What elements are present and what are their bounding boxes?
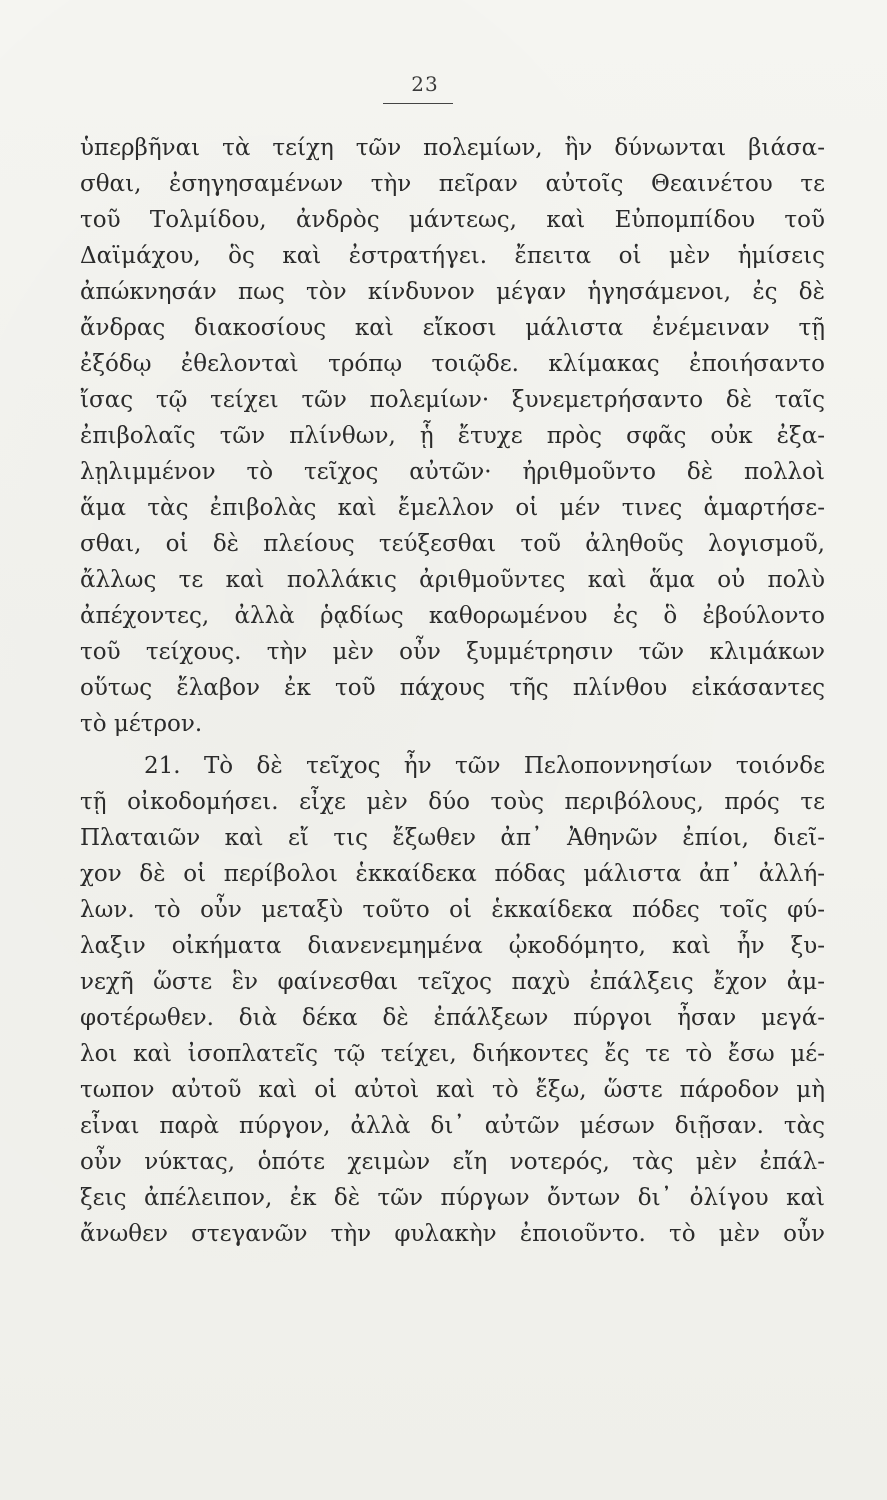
text-line: ἐξόδῳ ἐθελονταὶ τρόπῳ τοιῷδε. κλίμακας ἐποιήσαντο bbox=[80, 351, 825, 377]
text-line: ἴσας τῷ τείχει τῶν πολεμίων· ξυνεμετρήσαντο δὲ ταῖς bbox=[80, 387, 825, 413]
text-line: οὖν νύκτας, ὁπότε χειμὼν εἴη νοτερός, τὰς μὲν ἐπάλ- bbox=[80, 1149, 825, 1175]
text-line: λων. τὸ οὖν μεταξὺ τοῦτο οἱ ἑκκαίδεκα πόδες τοῖς φύ- bbox=[80, 897, 825, 923]
section-21-first-line: 21. Τὸ δὲ τεῖχος ἦν τῶν Πελοποννησίων τοιόνδε bbox=[144, 753, 825, 779]
text-line: τοῦ τείχους. τὴν μὲν οὖν ξυμμέτρησιν τῶν κλιμάκων bbox=[80, 639, 825, 665]
text-line: ἄλλως τε καὶ πολλάκις ἀριθμοῦντες καὶ ἅμα οὐ πολὺ bbox=[80, 567, 825, 593]
text-line: ἀπέχοντες, ἀλλὰ ῥᾳδίως καθορωμένου ἐς ὃ ἐβούλοντο bbox=[80, 603, 825, 629]
text-line: ὑπερβῆναι τὰ τείχη τῶν πολεμίων, ἣν δύνωνται βιάσα- bbox=[80, 135, 825, 161]
text-line: νεχῆ ὥστε ἓν φαίνεσθαι τεῖχος παχὺ ἐπάλξεις ἔχον ἀμ- bbox=[80, 969, 825, 995]
text-line: οὕτως ἔλαβον ἐκ τοῦ πάχους τῆς πλίνθου εἰκάσαντες bbox=[80, 675, 825, 701]
text-line: φοτέρωθεν. διὰ δέκα δὲ ἐπάλξεων πύργοι ἦσαν μεγά- bbox=[80, 1005, 825, 1031]
text-line: τῇ οἰκοδομήσει. εἶχε μὲν δύο τοὺς περιβόλους, πρός τε bbox=[80, 789, 825, 815]
text-line: ἀπώκνησάν πως τὸν κίνδυνον μέγαν ἡγησάμενοι, ἐς δὲ bbox=[80, 279, 825, 305]
page-number: 23 bbox=[411, 72, 439, 96]
text-line: σθαι, ἐσηγησαμένων τὴν πεῖραν αὐτοῖς Θεαινέτου τε bbox=[80, 171, 825, 197]
text-line: ἅμα τὰς ἐπιβολὰς καὶ ἔμελλον οἱ μέν τινες ἁμαρτήσε- bbox=[80, 495, 825, 521]
text-line: λοι καὶ ἰσοπλατεῖς τῷ τείχει, διήκοντες ἔς τε τὸ ἔσω μέ- bbox=[80, 1041, 825, 1067]
text-line: σθαι, οἱ δὲ πλείους τεύξεσθαι τοῦ ἀληθοῦς λογισμοῦ, bbox=[80, 531, 825, 557]
text-line: τωπον αὐτοῦ καὶ οἱ αὐτοὶ καὶ τὸ ἔξω, ὥστε πάροδον μὴ bbox=[80, 1077, 825, 1103]
text-line: τὸ μέτρον. bbox=[80, 711, 203, 737]
text-line: εἶναι παρὰ πύργον, ἀλλὰ δι᾽ αὐτῶν μέσων διῇσαν. τὰς bbox=[80, 1113, 825, 1139]
text-line: τοῦ Τολμίδου, ἀνδρὸς μάντεως, καὶ Εὐπομπίδου τοῦ bbox=[80, 207, 825, 233]
text-line: ξεις ἀπέλειπον, ἐκ δὲ τῶν πύργων ὄντων δι᾽ ὀλίγου καὶ bbox=[80, 1185, 825, 1211]
page-number-rule bbox=[383, 103, 453, 104]
text-line: ἄνδρας διακοσίους καὶ εἴκοσι μάλιστα ἐνέμειναν τῇ bbox=[80, 315, 825, 341]
text-line: λῃλιμμένον τὸ τεῖχος αὐτῶν· ἠριθμοῦντο δὲ πολλοὶ bbox=[80, 459, 825, 485]
text-line: λαξιν οἰκήματα διανενεμημένα ᾠκοδόμητο, καὶ ἦν ξυ- bbox=[80, 933, 825, 959]
text-line: Πλαταιῶν καὶ εἴ τις ἔξωθεν ἀπ᾽ Ἀθηνῶν ἐπίοι, διεῖ- bbox=[80, 825, 825, 851]
text-line: ἄνωθεν στεγανῶν τὴν φυλακὴν ἐποιοῦντο. τὸ μὲν οὖν bbox=[80, 1221, 825, 1247]
text-line: χον δὲ οἱ περίβολοι ἑκκαίδεκα πόδας μάλιστα ἀπ᾽ ἀλλή- bbox=[80, 861, 825, 887]
text-line: ἐπιβολαῖς τῶν πλίνθων, ᾗ ἔτυχε πρὸς σφᾶς οὐκ ἐξα- bbox=[80, 423, 825, 449]
text-line: Δαϊμάχου, ὃς καὶ ἐστρατήγει. ἔπειτα οἱ μὲν ἡμίσεις bbox=[80, 243, 825, 269]
